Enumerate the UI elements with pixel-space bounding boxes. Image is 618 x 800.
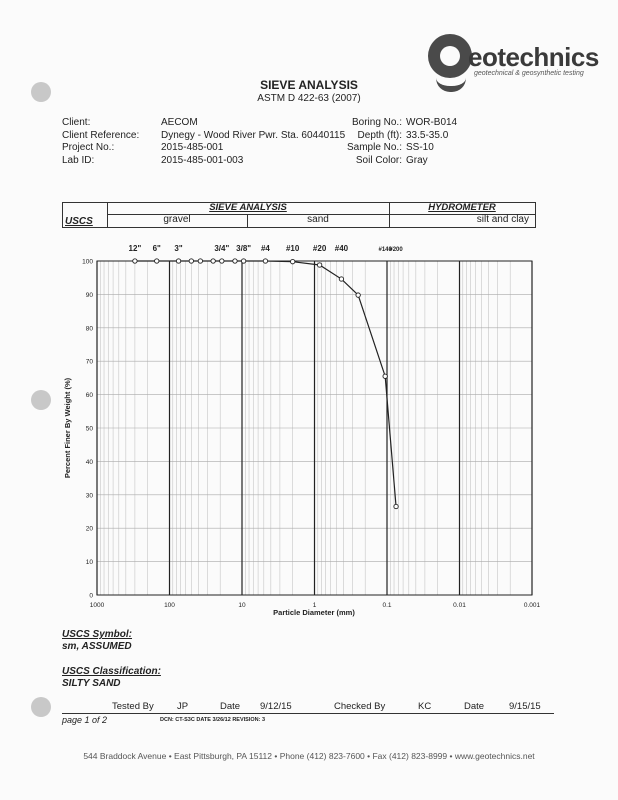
- sieve-label: 6": [152, 244, 161, 253]
- sieve-size-labels: [129, 244, 404, 253]
- soil-color-label: Soil Color:: [355, 154, 402, 166]
- x-tick-label: 10: [238, 602, 246, 609]
- y-tick-label: 50: [85, 425, 93, 433]
- y-tick-label: 100: [82, 258, 93, 266]
- page-number: page 1 of 2: [62, 715, 108, 725]
- client-reference-value: Dynegy - Wood River Pwr. Sta. 60440115: [161, 129, 346, 141]
- x-tick-label: 0.1: [382, 602, 392, 609]
- client-reference-label: Client Reference:: [62, 129, 140, 141]
- y-tick-label: 0: [89, 592, 93, 600]
- sieve-label: #40: [334, 244, 349, 253]
- y-tick-label: 30: [85, 492, 93, 500]
- tested-by-value: JP: [177, 701, 189, 712]
- boring-no-label: Boring No.:: [351, 117, 402, 128]
- date-label-2: Date: [464, 701, 485, 712]
- client-label: Client:: [62, 117, 91, 128]
- data-point: [198, 259, 202, 263]
- x-tick-label: 1: [312, 602, 317, 609]
- signoff-rule: [62, 713, 554, 714]
- date-label-1: Date: [220, 701, 241, 712]
- logo-name: eotechnics: [468, 42, 599, 72]
- logo-tagline: geotechnical & geosynthetic testing: [474, 70, 584, 77]
- date-value-2: 9/15/15: [509, 701, 541, 712]
- sieve-label: #20: [312, 244, 327, 253]
- x-tick-label: 0.001: [523, 602, 541, 609]
- sieve-label: #140: [378, 247, 392, 253]
- sieve-label: 3/8": [236, 244, 252, 253]
- x-tick-label: 1000: [89, 602, 105, 609]
- uscs-symbol-value: sm, ASSUMED: [62, 641, 132, 652]
- data-point: [220, 259, 224, 263]
- checked-by-value: KC: [418, 701, 432, 712]
- hydrometer-header: HYDROMETER: [428, 202, 496, 213]
- series-line: [135, 261, 396, 506]
- sieve-label: #10: [285, 244, 300, 253]
- sieve-label: 3/4": [214, 244, 230, 253]
- project-no-label: Project No.:: [62, 142, 115, 153]
- report-standard: ASTM D 422-63 (2007): [257, 93, 361, 104]
- sieve-label: 12": [128, 244, 142, 253]
- data-point: [317, 263, 321, 267]
- data-point: [383, 374, 387, 378]
- x-axis-label: Particle Diameter (mm): [273, 608, 355, 617]
- data-point: [176, 259, 180, 263]
- sieve-label: #200: [389, 247, 403, 253]
- data-point: [155, 259, 159, 263]
- gravel-label: gravel: [163, 214, 191, 225]
- data-point: [241, 259, 245, 263]
- project-no-value: 2015-485-001: [161, 142, 224, 153]
- document-control: DCN: CT-S3C DATE 3/26/12 REVISION: 3: [160, 717, 266, 723]
- x-tick-label: 100: [164, 602, 175, 609]
- data-point: [394, 504, 398, 508]
- y-tick-label: 40: [85, 458, 93, 466]
- sieve-label: #4: [260, 244, 270, 253]
- sieve-label: 3": [174, 244, 183, 253]
- company-address: 544 Braddock Avenue • East Pittsburgh, PA 15112 • Phone (412) 823-7600 • Fax (412) 823-8999 • www.geotechnics.net: [83, 751, 535, 761]
- y-tick-label: 90: [85, 291, 93, 299]
- data-point: [290, 259, 294, 263]
- y-tick-label: 70: [85, 358, 93, 366]
- sieve-analysis-header: SIEVE ANALYSIS: [209, 202, 287, 213]
- uscs-classification-value: SILTY SAND: [62, 678, 121, 689]
- lab-id-value: 2015-485-001-003: [161, 154, 244, 166]
- soil-color-value: Gray: [406, 154, 428, 166]
- date-value-1: 9/12/15: [260, 701, 292, 712]
- gradation-series: [133, 259, 399, 509]
- data-point: [211, 259, 215, 263]
- data-point: [233, 259, 237, 263]
- data-point: [133, 259, 137, 263]
- boring-no-value: WOR-B014: [406, 117, 458, 128]
- y-tick-label: 10: [85, 559, 93, 567]
- depth-label: Depth (ft):: [357, 129, 402, 141]
- data-point: [339, 277, 343, 281]
- uscs-label: USCS: [65, 216, 93, 227]
- client-value: AECOM: [161, 117, 198, 128]
- y-tick-labels: [82, 259, 93, 600]
- sample-no-value: SS-10: [406, 142, 434, 153]
- y-axis-label: Percent Finer By Weight (%): [63, 377, 72, 479]
- data-point: [356, 293, 360, 297]
- tested-by-label: Tested By: [112, 701, 154, 712]
- uscs-symbol-heading: USCS Symbol:: [62, 629, 133, 640]
- sand-label: sand: [307, 214, 329, 225]
- sample-no-label: Sample No.:: [346, 142, 402, 153]
- report-title: SIEVE ANALYSIS: [260, 78, 358, 92]
- y-tick-label: 80: [85, 325, 93, 333]
- uscs-classification-heading: USCS Classification:: [62, 666, 161, 677]
- y-tick-label: 60: [85, 392, 93, 400]
- data-point: [189, 259, 193, 263]
- x-tick-label: 0.01: [453, 602, 466, 609]
- depth-value: 33.5-35.0: [406, 129, 449, 141]
- silt-clay-label: silt and clay: [476, 214, 529, 225]
- lab-id-label: Lab ID:: [62, 154, 95, 166]
- y-tick-label: 20: [85, 525, 93, 533]
- data-point: [263, 259, 267, 263]
- checked-by-label: Checked By: [334, 701, 386, 712]
